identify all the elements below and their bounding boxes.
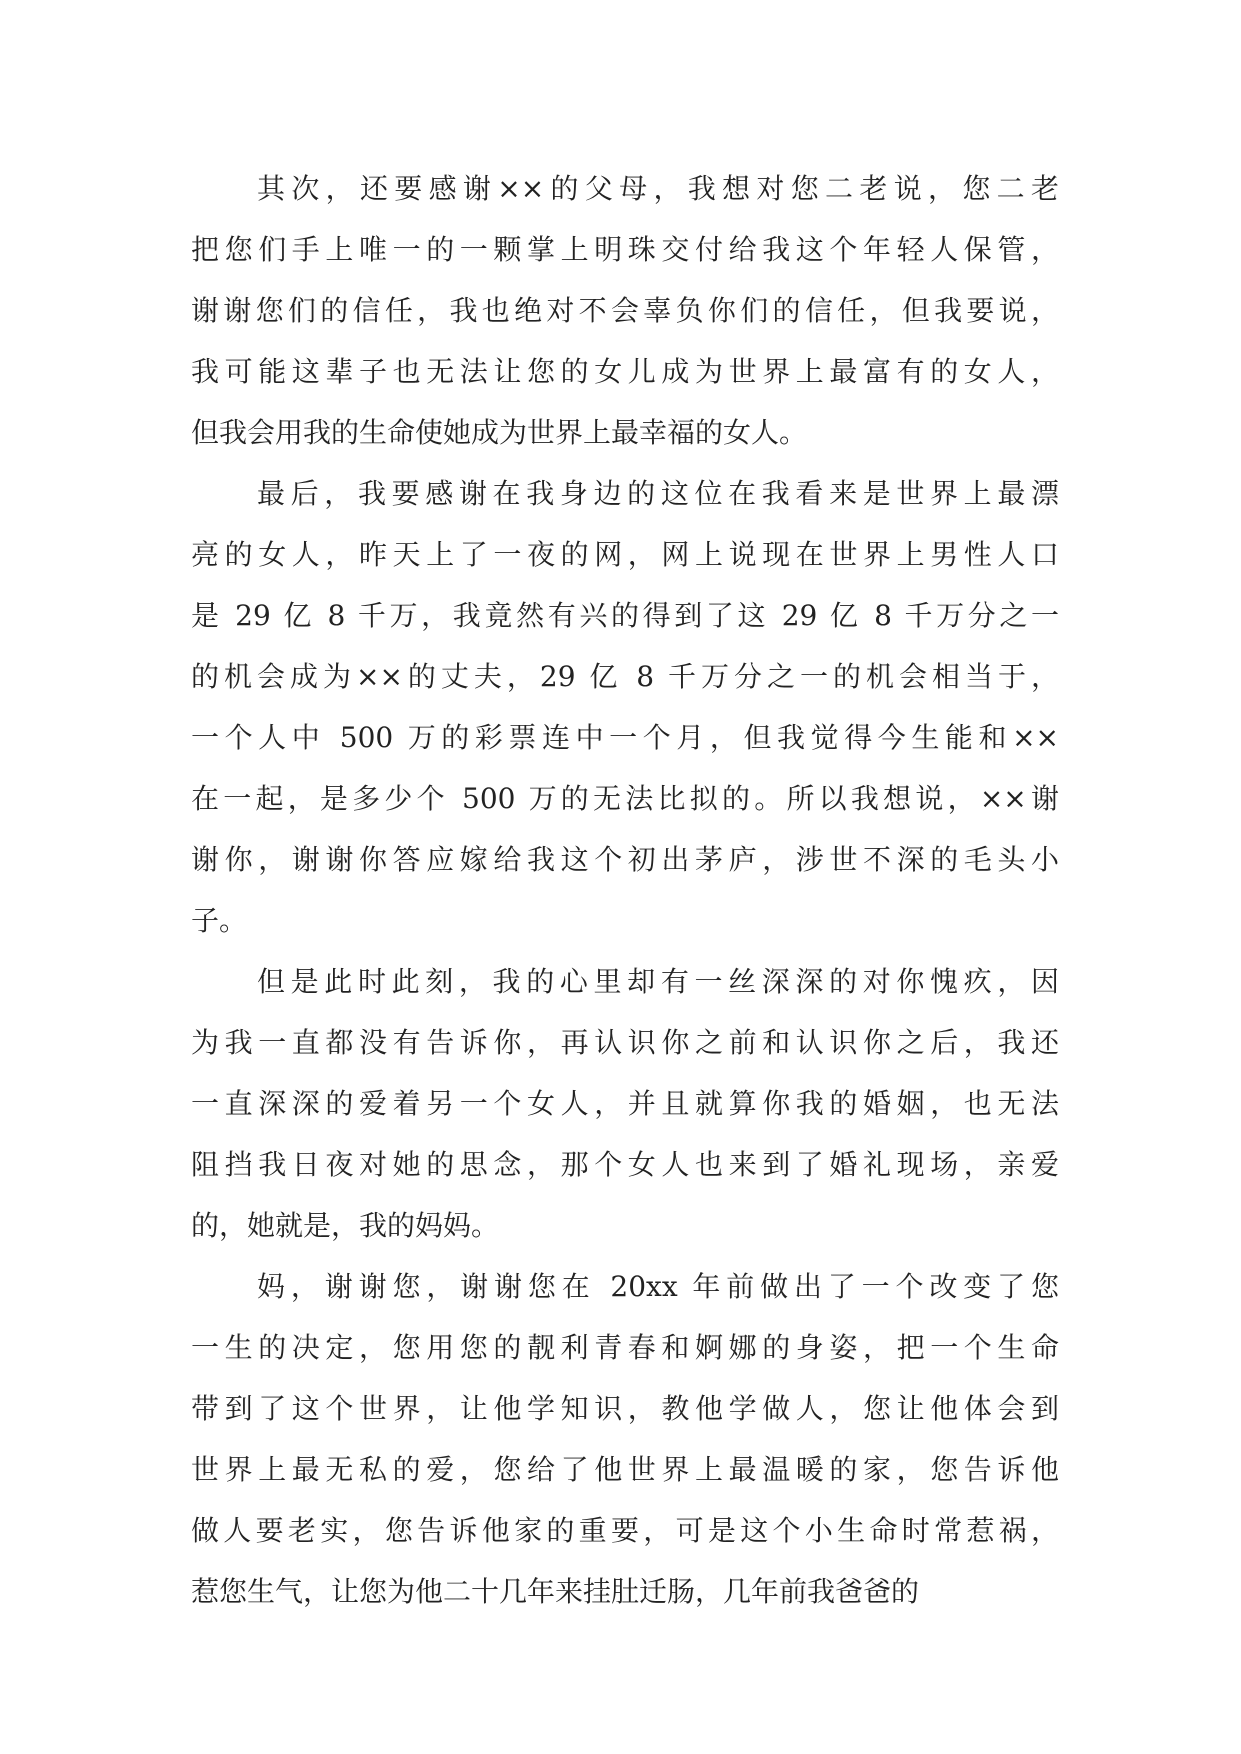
text-line: 的机会成为××的丈夫，29 亿 8 千万分之一的机会相当于， (191, 660, 1059, 693)
text-line: 把您们手上唯一的一颗掌上明珠交付给我这个年轻人保管， (191, 233, 1059, 266)
paragraph (191, 158, 1059, 463)
text-line: 其次，还要感谢××的父母，我想对您二老说，您二老 (257, 172, 1059, 205)
paragraph (191, 1256, 1059, 1622)
text-line: 一个人中 500 万的彩票连中一个月，但我觉得今生能和×× (191, 721, 1059, 754)
text-line: 子。 (191, 904, 248, 937)
text-line: 谢谢您们的信任，我也绝对不会辜负你们的信任，但我要说， (191, 294, 1059, 327)
text-line: 为我一直都没有告诉你，再认识你之前和认识你之后，我还 (191, 1026, 1059, 1059)
text-line: 亮的女人，昨天上了一夜的网，网上说现在世界上男性人口 (191, 538, 1059, 571)
text-line: 最后，我要感谢在我身边的这位在我看来是世界上最漂 (257, 477, 1059, 510)
text-line: 我可能这辈子也无法让您的女儿成为世界上最富有的女人， (191, 355, 1059, 388)
paragraph (191, 951, 1059, 1256)
text-line: 谢你，谢谢你答应嫁给我这个初出茅庐，涉世不深的毛头小 (191, 843, 1059, 876)
text-line: 带到了这个世界，让他学知识，教他学做人，您让他体会到 (191, 1392, 1059, 1425)
text-line: 惹您生气，让您为他二十几年来挂肚迁肠，几年前我爸爸的 (191, 1575, 920, 1608)
text-line: 一生的决定，您用您的靓利青春和婀娜的身姿，把一个生命 (191, 1331, 1059, 1364)
body-text (191, 158, 1059, 1622)
text-line: 是 29 亿 8 千万，我竟然有兴的得到了这 29 亿 8 千万分之一 (191, 599, 1059, 632)
text-line: 一直深深的爱着另一个女人，并且就算你我的婚姻，也无法 (191, 1087, 1059, 1120)
text-line: 做人要老实，您告诉他家的重要，可是这个小生命时常惹祸， (191, 1514, 1059, 1547)
paragraph (191, 463, 1059, 951)
text-line: 阻挡我日夜对她的思念，那个女人也来到了婚礼现场，亲爱 (191, 1148, 1059, 1181)
text-line: 但我会用我的生命使她成为世界上最幸福的女人。 (191, 416, 808, 449)
text-line: 但是此时此刻，我的心里却有一丝深深的对你愧疚，因 (257, 965, 1059, 998)
text-line: 的，她就是，我的妈妈。 (191, 1209, 500, 1242)
text-line: 妈，谢谢您，谢谢您在 20xx 年前做出了一个改变了您 (257, 1270, 1059, 1303)
text-line: 世界上最无私的爱，您给了他世界上最温暖的家，您告诉他 (191, 1453, 1059, 1486)
text-line: 在一起，是多少个 500 万的无法比拟的。所以我想说，××谢 (191, 782, 1059, 815)
